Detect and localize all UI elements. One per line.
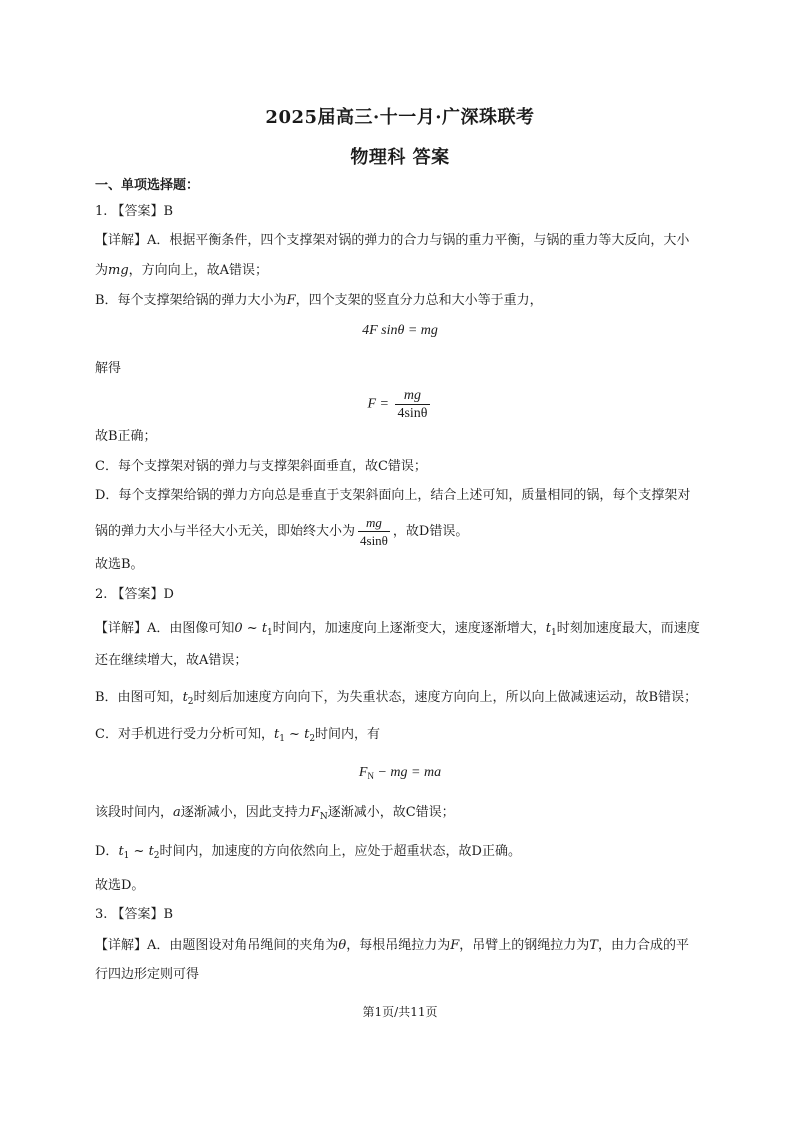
q1-d-line2 bbox=[95, 514, 468, 549]
page-footer: 第1页/共11页 bbox=[362, 1005, 438, 1019]
q1-b1-post: ，四个支架的竖直分力总和大小等于重力， bbox=[295, 293, 543, 308]
q1-eq2-num: mg bbox=[395, 387, 429, 405]
q1-equation-1: 4F sinθ = mg bbox=[362, 323, 438, 338]
q2-eq-sub: N bbox=[367, 771, 374, 781]
q1-eq2-fraction bbox=[395, 387, 429, 422]
q2-b-line bbox=[95, 689, 697, 711]
q1-b1-pre: B．每个支撑架给锅的弹力大小为 bbox=[95, 293, 287, 308]
q1-solve-label: 解得 bbox=[95, 361, 122, 376]
q1-a2-post: ，方向向上，故A错误； bbox=[128, 263, 269, 278]
q2-a1-range: 0 ~ t bbox=[234, 621, 268, 636]
q2-after-a: a bbox=[173, 805, 181, 820]
q3-a1-theta: θ bbox=[338, 938, 347, 953]
q2-after-post: 逐渐减小，故C错误； bbox=[327, 805, 455, 820]
q2-c-tilde: ~ t bbox=[284, 727, 310, 742]
q2-equation bbox=[0, 765, 800, 781]
q1-d2-fraction bbox=[358, 514, 390, 549]
q2-c-t2-sub: 2 bbox=[309, 734, 316, 744]
q3-a-line2: 行四边形定则可得 bbox=[95, 967, 200, 982]
q1-eq2-lhs: F = bbox=[367, 396, 389, 412]
q1-d2-num: mg bbox=[358, 514, 390, 532]
q2-d-line bbox=[95, 843, 521, 865]
q1-detail-a-line1: 【详解】A．根据平衡条件，四个支撑架对锅的弹力的合力与锅的重力平衡，与锅的重力等大反向，大小 bbox=[95, 233, 690, 248]
q1-a2-pre: 为 bbox=[95, 263, 109, 278]
q3-answer: 3. 【答案】B bbox=[95, 907, 174, 922]
q1-a2-var: mg bbox=[108, 263, 129, 278]
q2-d-tilde: ~ t bbox=[129, 844, 154, 859]
q2-d-pre: D． bbox=[95, 844, 119, 859]
q2-choose: 故选D。 bbox=[95, 878, 145, 893]
q2-a1-sub: 1 bbox=[267, 628, 273, 638]
q2-after-F: F bbox=[310, 805, 320, 820]
q1-d2-post: ，故D错误。 bbox=[392, 524, 469, 539]
q2-b-pre: B．由图可知， bbox=[95, 690, 183, 705]
q1-c-line: C．每个支撑架对锅的弹力与支撑架斜面垂直，故C错误； bbox=[95, 459, 427, 474]
section-heading: 一、单项选择题： bbox=[95, 178, 200, 193]
q2-d-t1-sub: 1 bbox=[123, 851, 130, 861]
q2-a-line1 bbox=[95, 620, 700, 642]
q2-c-pre: C．对手机进行受力分析可知， bbox=[95, 727, 274, 742]
q1-detail-b-line1 bbox=[95, 292, 543, 310]
q2-a1-t: t bbox=[545, 621, 552, 636]
q3-a1-mid: ，每根吊绳拉力为 bbox=[346, 938, 451, 953]
q2-after-F-sub: N bbox=[319, 812, 328, 822]
q3-a1-mid2: ，吊臂上的钢绳拉力为 bbox=[459, 938, 590, 953]
q2-b-t: t bbox=[182, 690, 188, 705]
q2-d-post: 时间内，加速度的方向依然向上，应处于超重状态，故D正确。 bbox=[159, 844, 521, 859]
q3-a1-pre: 【详解】A．由题图设对角吊绳间的夹角为 bbox=[95, 938, 339, 953]
q1-eq2-den: 4sinθ bbox=[397, 406, 428, 421]
q2-a1-mid: 时间内，加速度向上逐渐变大，速度逐渐增大， bbox=[272, 621, 546, 636]
q1-answer: 1. 【答案】B bbox=[95, 204, 174, 219]
q2-c-t1: t bbox=[273, 727, 280, 742]
q2-d-t2-sub: 2 bbox=[153, 851, 160, 861]
q2-a1-t-sub: 1 bbox=[551, 628, 557, 638]
q1-d2-pre: 锅的弹力大小与半径大小无关，即始终大小为 bbox=[95, 524, 356, 539]
q2-d-t1: t bbox=[118, 844, 124, 859]
q2-c-post: 时间内，有 bbox=[315, 727, 381, 742]
q2-answer: 2. 【答案】D bbox=[95, 587, 174, 602]
q1-b-correct: 故B正确； bbox=[95, 429, 157, 444]
q2-eq-rest: − mg = ma bbox=[373, 765, 442, 780]
q3-a1-post: ，由力合成的平 bbox=[597, 938, 689, 953]
q2-after-line bbox=[95, 804, 455, 826]
q1-b1-var: F bbox=[286, 293, 296, 308]
q2-a-line2: 还在继续增大，故A错误； bbox=[95, 653, 248, 668]
q2-after-pre: 该段时间内， bbox=[95, 805, 174, 820]
q3-a1-F: F bbox=[450, 938, 460, 953]
q1-d-line1: D．每个支撑架给锅的弹力方向总是垂直于支架斜面向上，结合上述可知，质量相同的锅，每个支撑架对 bbox=[95, 488, 691, 503]
q2-eq-F: F bbox=[358, 765, 368, 780]
q1-equation-2 bbox=[0, 387, 800, 422]
q2-c-line bbox=[95, 726, 380, 748]
q2-after-mid: 逐渐减小，因此支持力 bbox=[180, 805, 311, 820]
q1-d2-den: 4sinθ bbox=[360, 533, 388, 548]
q1-choose: 故选B。 bbox=[95, 557, 144, 572]
exam-subtitle: 物理科 答案 bbox=[350, 147, 450, 168]
q2-a1-post: 时刻加速度最大，而速度 bbox=[556, 621, 700, 636]
q2-c-t1-sub: 1 bbox=[279, 734, 285, 744]
q2-a1-pre: 【详解】A．由图像可知 bbox=[95, 621, 235, 636]
q2-b-post: 时刻后加速度方向向下，为失重状态，速度方向向上，所以向上做减速运动，故B错误； bbox=[193, 690, 698, 705]
q3-a1-T: T bbox=[589, 938, 598, 953]
exam-title: 2025届高三·十一月·广深珠联考 bbox=[265, 107, 535, 128]
q2-b-t-sub: 2 bbox=[187, 697, 194, 707]
q3-a-line1 bbox=[95, 937, 689, 955]
q1-detail-a-line2 bbox=[95, 262, 268, 280]
